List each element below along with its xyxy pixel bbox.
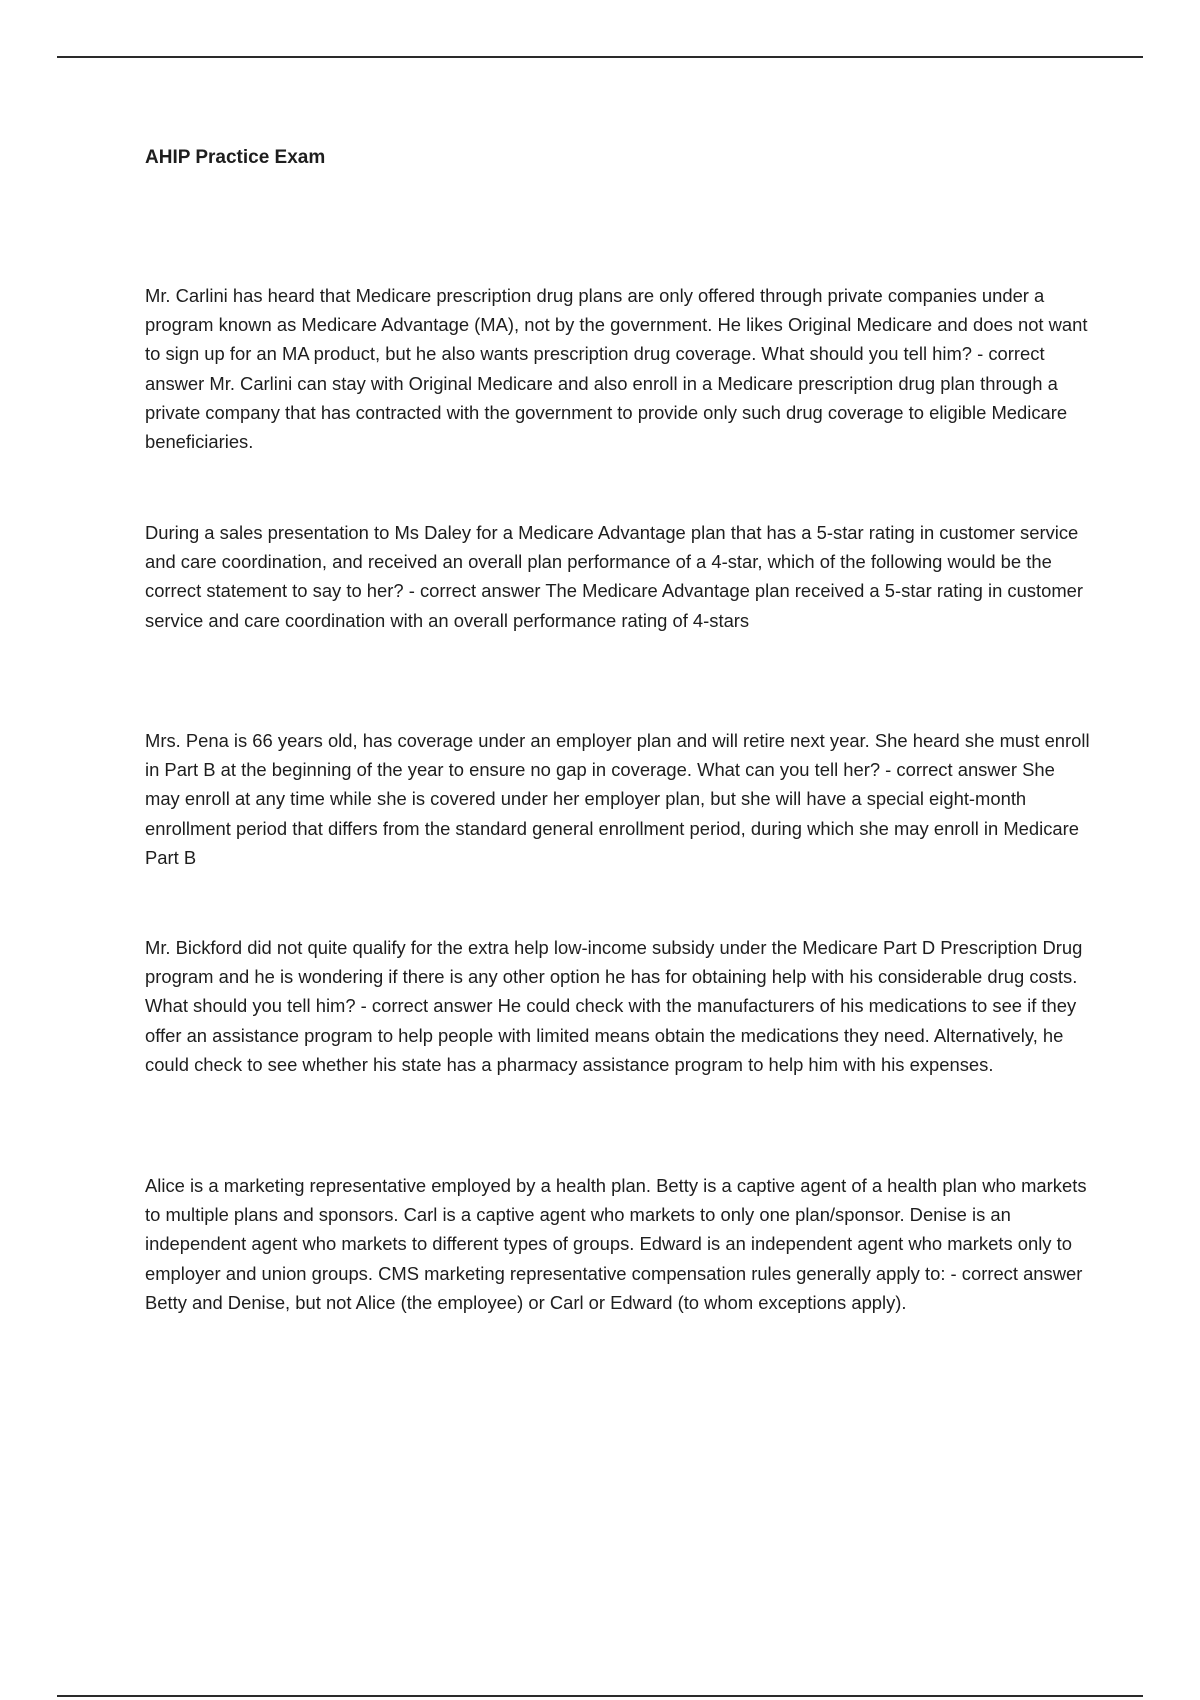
page-title: AHIP Practice Exam — [145, 147, 326, 168]
bottom-divider — [57, 1695, 1143, 1697]
question-answer-paragraph: Mr. Carlini has heard that Medicare prescription drug plans are only offered through private companies under a program known as Medicare Advantage (MA), not by the government. He likes Original Medicare and does not want to sign up for an MA product, but he also wants prescription drug coverage. What should you tell him? - correct answer Mr. Carlini can stay with Original Medicare and also enroll in a Medicare prescription drug plan through a private company that has contracted with the government to provide only such drug coverage to eligible Medicare beneficiaries. — [145, 285, 1088, 453]
question-answer-paragraph: Mr. Bickford did not quite qualify for the extra help low-income subsidy under the Medicare Part D Prescription Drug program and he is wondering if there is any other option he has for obtaining help with his considerable drug costs. What should you tell him? - correct answer He could check with the manufacturers of his medications to see if they offer an assistance program to help people with limited means obtain the medications they need. Alternatively, he could check to see whether his state has a pharmacy assistance program to help him with his expenses. — [145, 937, 1083, 1075]
top-divider — [57, 56, 1143, 58]
question-answer-paragraph: Mrs. Pena is 66 years old, has coverage under an employer plan and will retire next year. She heard she must enroll in Part B at the beginning of the year to ensure no gap in coverage. What can you tell her? - correct answer She may enroll at any time while she is covered under her employer plan, but she will have a special eight-month enrollment period that differs from the standard general enrollment period, during which she may enroll in Medicare Part B — [145, 730, 1090, 868]
question-answer-paragraph: Alice is a marketing representative employed by a health plan. Betty is a captive agent of a health plan who markets to multiple plans and sponsors. Carl is a captive agent who markets to only one plan/sponsor. Denise is an independent agent who markets to different types of groups. Edward is an independent agent who markets only to employer and union groups. CMS marketing representative compensation rules generally apply to: - correct answer Betty and Denise, but not Alice (the employee) or Carl or Edward (to whom exceptions apply). — [145, 1175, 1087, 1313]
question-answer-paragraph: During a sales presentation to Ms Daley for a Medicare Advantage plan that has a 5-star rating in customer service and care coordination, and received an overall plan performance of a 4-star, which of the following would be the correct statement to say to her? - correct answer The Medicare Advantage plan received a 5-star rating in customer service and care coordination with an overall performance rating of 4-stars — [145, 522, 1084, 631]
